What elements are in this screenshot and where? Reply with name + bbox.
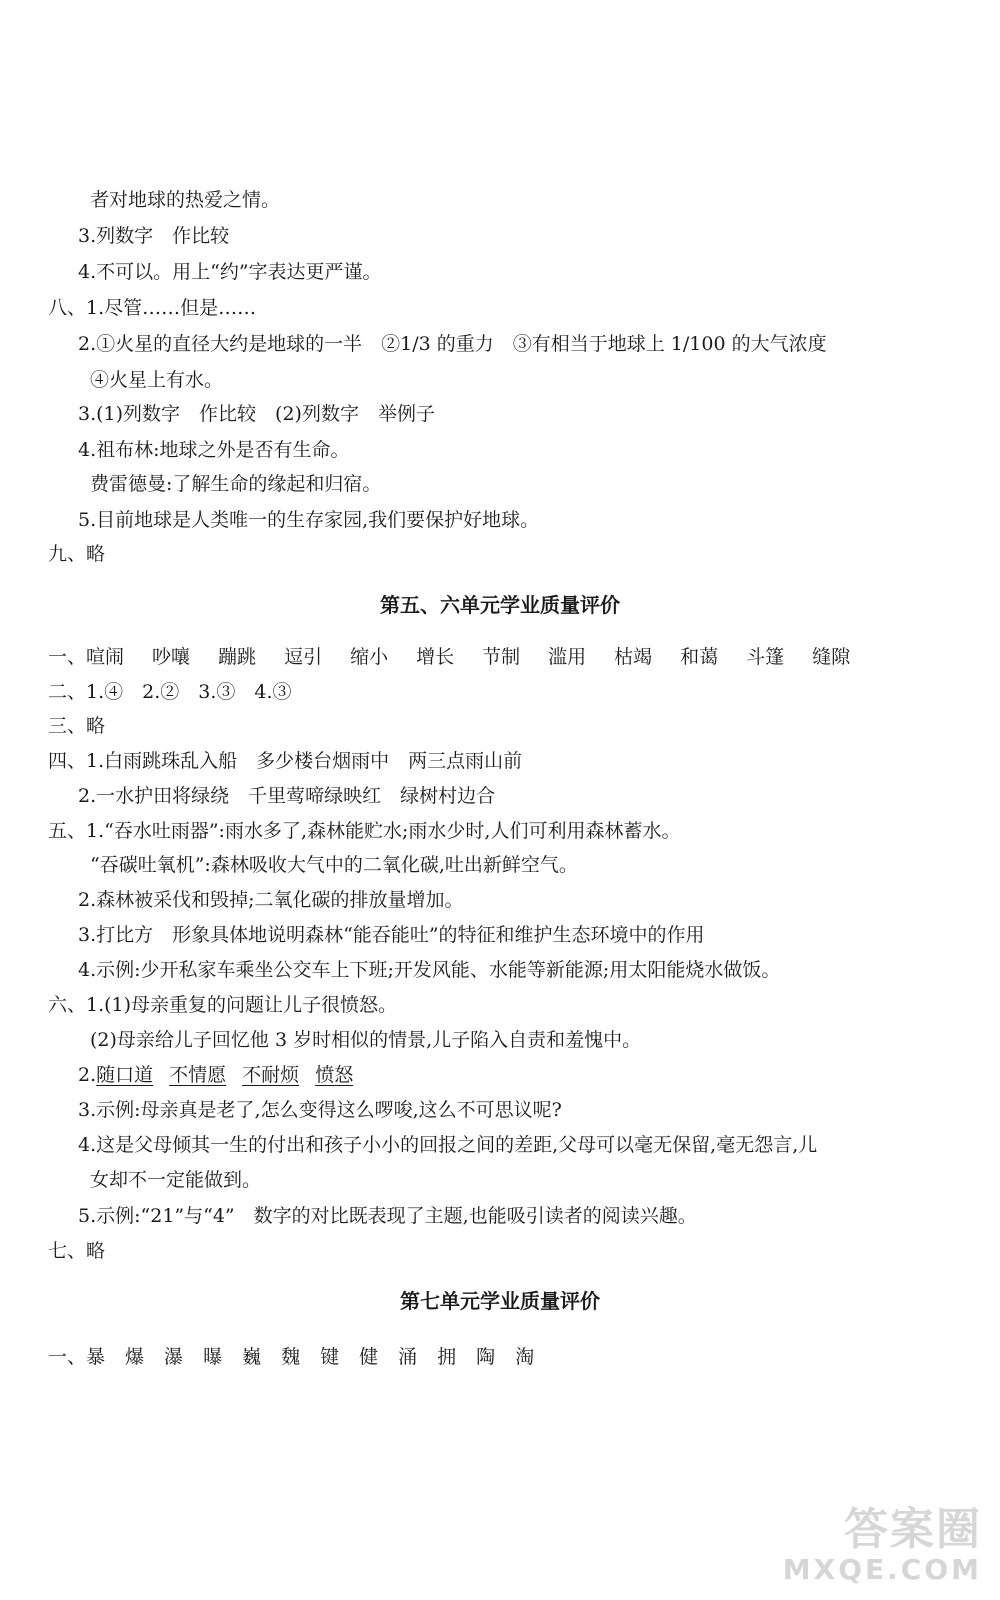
- vocab-word: 逗引: [284, 646, 323, 668]
- answer-line: 三、略: [48, 715, 106, 737]
- vocab-word: 节制: [482, 646, 521, 668]
- section-title: 第五、六单元学业质量评价: [380, 593, 620, 617]
- character-answer: 键: [320, 1346, 340, 1368]
- answer-line: 二、1.④ 2.② 3.③ 4.③: [48, 681, 292, 703]
- answer-line: 4.祖布林:地球之外是否有生命。: [78, 439, 350, 461]
- vocab-word: 枯竭: [614, 646, 653, 668]
- vocab-answer-line: [48, 644, 870, 670]
- question-number: 一、: [48, 1346, 87, 1368]
- watermark-brand: 答案圈: [844, 1504, 982, 1555]
- vocab-word: 缩小: [350, 646, 389, 668]
- answer-line: 费雷德曼:了解生命的缘起和归宿。: [90, 473, 382, 495]
- character-answer: 拥: [437, 1346, 457, 1368]
- answer-line: 4.不可以。用上“约”字表达更严谨。: [78, 261, 382, 283]
- underlined-word: 愤怒: [315, 1064, 354, 1086]
- character-answer: 涌: [398, 1346, 418, 1368]
- character-answer-line: [48, 1344, 554, 1370]
- underlined-word: 随口道: [96, 1064, 154, 1086]
- answer-line: 八、1.尽管……但是……: [48, 297, 257, 319]
- answer-line: 3.列数字 作比较: [78, 225, 230, 247]
- answer-line: 2.①火星的直径大约是地球的一半 ②1/3 的重力 ③有相当于地球上 1/100 的大气浓度: [78, 333, 827, 355]
- character-answer: 陶: [476, 1346, 496, 1368]
- answer-line: (2)母亲给儿子回忆他 3 岁时相似的情景,儿子陷入自责和羞愧中。: [90, 1029, 642, 1051]
- answer-line: 四、1.白雨跳珠乱入船 多少楼台烟雨中 两三点雨山前: [48, 750, 523, 772]
- vocab-word: 蹦跳: [218, 646, 257, 668]
- underlined-answer-line: [78, 1062, 369, 1088]
- answer-line: 3.打比方 形象具体地说明森林“能吞能吐”的特征和维护生态环境中的作用: [78, 924, 705, 946]
- answer-line: 女却不一定能做到。: [90, 1169, 262, 1191]
- answer-line: 2.一水护田将绿绕 千里莺啼绿映红 绿树村边合: [78, 785, 496, 807]
- character-answer: 健: [359, 1346, 379, 1368]
- character-answer: 爆: [125, 1346, 145, 1368]
- answer-line: 九、略: [48, 543, 106, 565]
- question-number: 一、: [48, 646, 87, 668]
- vocab-word: 增长: [416, 646, 455, 668]
- section-title: 第七单元学业质量评价: [400, 1289, 600, 1313]
- answer-line: 七、略: [48, 1240, 106, 1262]
- answer-line: 5.目前地球是人类唯一的生存家园,我们要保护好地球。: [78, 509, 540, 531]
- vocab-word: 斗篷: [746, 646, 785, 668]
- underlined-word: 不情愿: [169, 1064, 227, 1086]
- answer-line: ④火星上有水。: [90, 369, 224, 391]
- question-number: 2.: [78, 1064, 97, 1086]
- answer-line: 4.这是父母倾其一生的付出和孩子小小的回报之间的差距,父母可以毫无保留,毫无怨言,儿: [78, 1134, 818, 1156]
- vocab-word: 和蔼: [680, 646, 719, 668]
- character-answer: 魏: [281, 1346, 301, 1368]
- character-answer: 巍: [242, 1346, 262, 1368]
- answer-line: 5.示例:“21”与“4” 数字的对比既表现了主题,也能吸引读者的阅读兴趣。: [78, 1205, 697, 1227]
- character-answer: 暴: [86, 1346, 106, 1368]
- answer-line: 3.示例:母亲真是老了,怎么变得这么啰唆,这么不可思议呢?: [78, 1099, 562, 1121]
- vocab-word: 滥用: [548, 646, 587, 668]
- underlined-word: 不耐烦: [242, 1064, 300, 1086]
- vocab-word: 吵嚷: [152, 646, 191, 668]
- character-answer: 淘: [515, 1346, 535, 1368]
- answer-line: 六、1.(1)母亲重复的问题让儿子很愤怒。: [48, 994, 398, 1016]
- watermark-url: MXQE.COM: [782, 1553, 982, 1586]
- answer-line: 者对地球的热爱之情。: [90, 189, 281, 211]
- answer-line: “吞碳吐氧机”:森林吸收大气中的二氧化碳,吐出新鲜空气。: [90, 854, 578, 876]
- character-answer: 瀑: [164, 1346, 184, 1368]
- answer-line: 2.森林被采伐和毁掉;二氧化碳的排放量增加。: [78, 889, 464, 911]
- vocab-word: 喧闹: [86, 646, 125, 668]
- answer-line: 五、1.“吞水吐雨器”:雨水多了,森林能贮水;雨水少时,人们可利用森林蓄水。: [48, 820, 681, 842]
- answer-line: 3.(1)列数字 作比较 (2)列数字 举例子: [78, 403, 435, 425]
- watermark: [783, 1506, 982, 1586]
- answer-line: 4.示例:少开私家车乘坐公交车上下班;开发风能、水能等新能源;用太阳能烧水做饭。: [78, 959, 781, 981]
- character-answer: 曝: [203, 1346, 223, 1368]
- vocab-word: 缝隙: [812, 646, 851, 668]
